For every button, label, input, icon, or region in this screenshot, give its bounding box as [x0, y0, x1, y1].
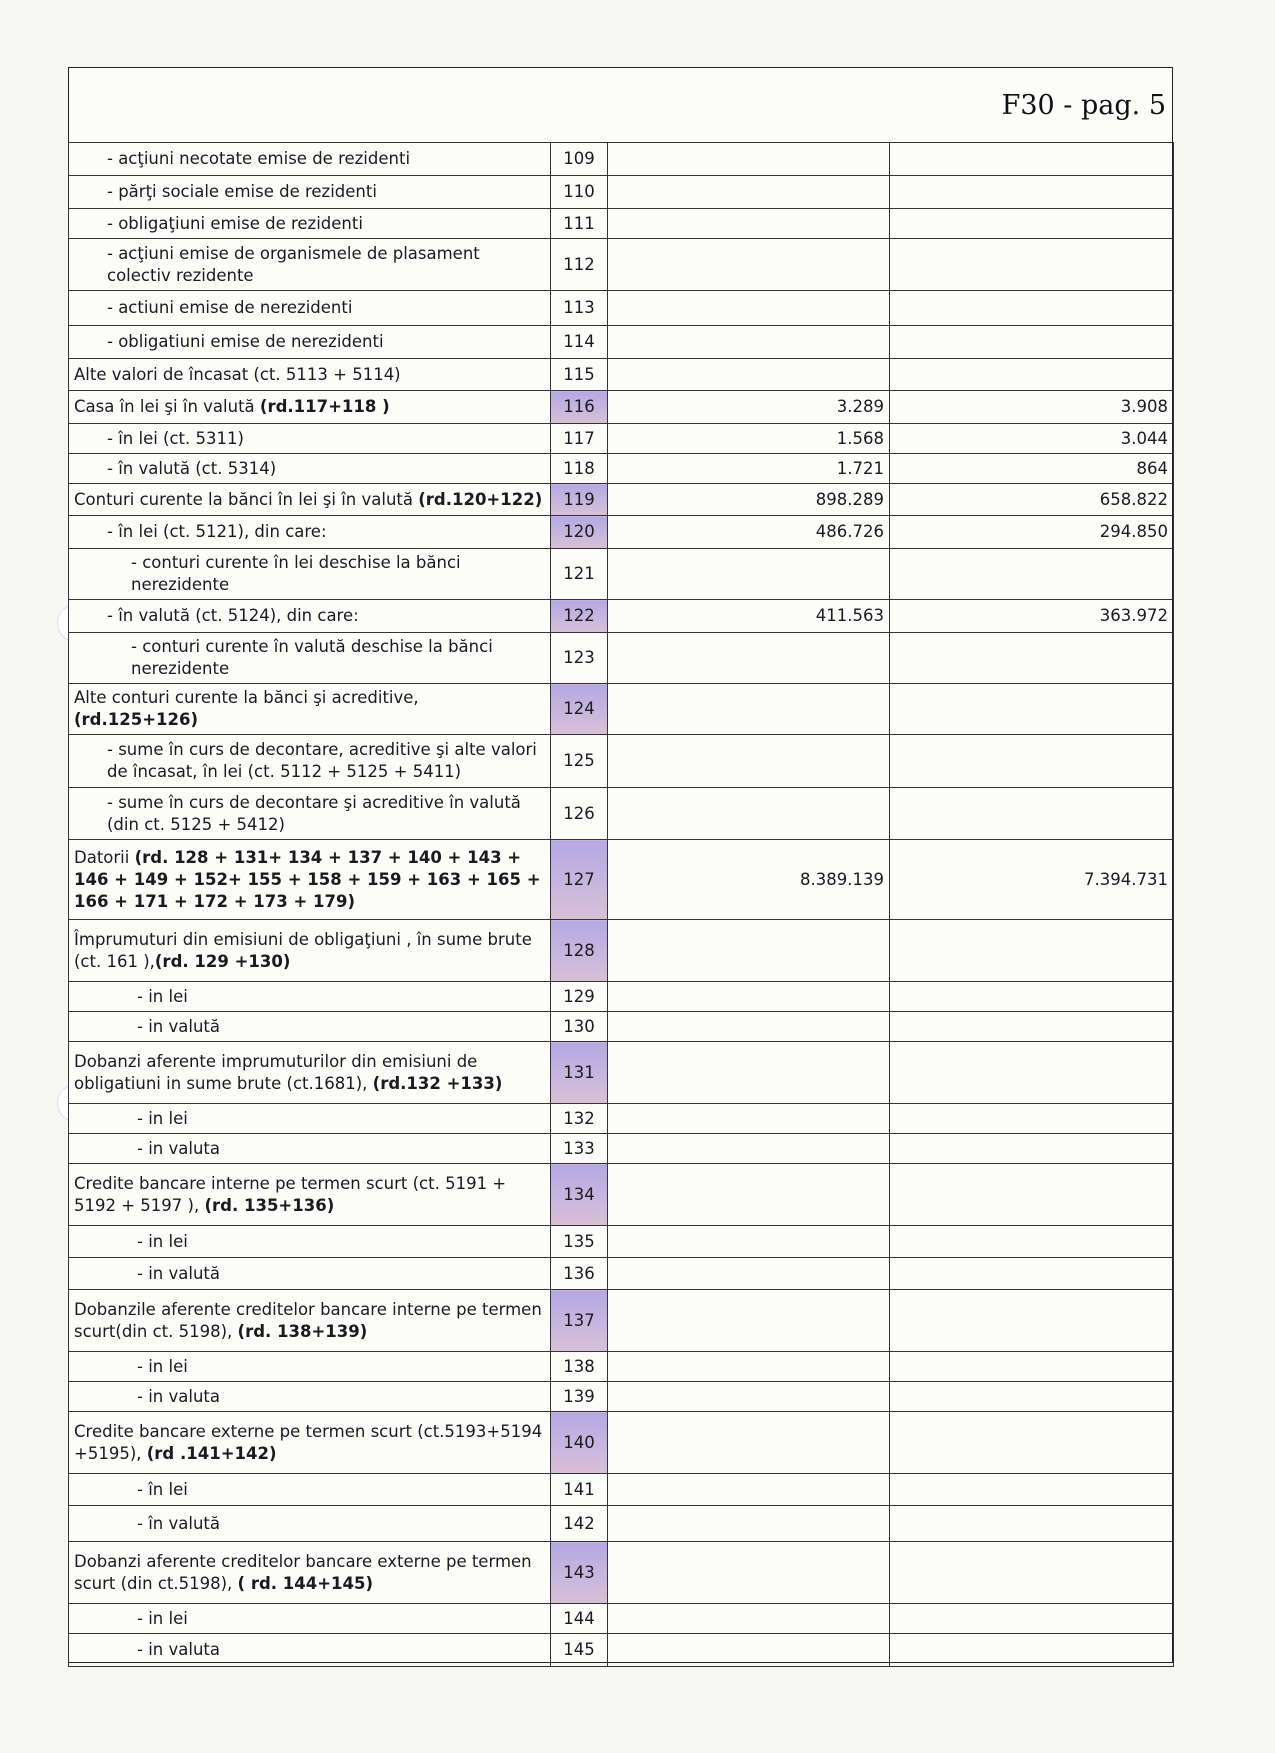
value-current-period [890, 1258, 1174, 1290]
row-label [69, 1412, 551, 1474]
value-previous-period [608, 239, 890, 291]
row-label-text: - în lei (ct. 5121), din care: [107, 522, 327, 541]
value-current-period [890, 684, 1174, 735]
value-previous-period [608, 1012, 890, 1042]
value-previous-period [608, 1290, 890, 1352]
table-row [69, 239, 1174, 291]
table-row [69, 391, 1174, 424]
value-current-period [890, 1134, 1174, 1164]
value-current-period [890, 1226, 1174, 1258]
row-number: 115 [551, 359, 608, 391]
page-label: F30 - pag. 5 [1001, 90, 1166, 121]
row-label [69, 633, 551, 684]
row-label-text: Alte valori de încasat (ct. 5113 + 5114) [74, 364, 401, 384]
value-current-period [890, 143, 1174, 176]
value-current-period: 658.822 [890, 484, 1174, 516]
value-previous-period [608, 1634, 890, 1667]
table-row [69, 484, 1174, 516]
row-number: 131 [551, 1042, 608, 1104]
row-label-text: Datorii [74, 847, 135, 867]
row-label-text: - in valută [137, 1263, 220, 1283]
value-previous-period [608, 1164, 890, 1226]
row-label [69, 454, 551, 484]
table-row [69, 920, 1174, 982]
table-row [69, 840, 1174, 920]
row-formula: (rd. 129 +130) [154, 951, 291, 971]
row-number: 119 [551, 484, 608, 516]
value-current-period [890, 788, 1174, 840]
row-number: 125 [551, 735, 608, 788]
row-label [69, 600, 551, 633]
row-label [69, 291, 551, 326]
row-formula: (rd. 128 + 131+ 134 + 137 + 140 + 143 + 146 + 149 + 152+ 155 + 158 + 159 + 163 + 165 + 166 + 171 + 172 + 173 + 179) [74, 847, 541, 911]
row-label-text: - in valuta [137, 1386, 220, 1406]
row-number: 137 [551, 1290, 608, 1352]
value-current-period [890, 359, 1174, 391]
value-current-period [890, 1604, 1174, 1634]
row-label [69, 1258, 551, 1290]
row-label-text: - în lei (ct. 5311) [107, 428, 244, 448]
value-previous-period [608, 1352, 890, 1382]
row-number: 122 [551, 600, 608, 633]
row-label-text: - conturi curente în lei deschise la bănci nerezidente [131, 553, 461, 594]
row-number: 118 [551, 454, 608, 484]
value-previous-period [608, 1382, 890, 1412]
row-label [69, 1042, 551, 1104]
table-row [69, 600, 1174, 633]
value-previous-period: 486.726 [608, 516, 890, 549]
row-label-text: - în valută (ct. 5124), din care: [107, 606, 359, 625]
row-number: 140 [551, 1412, 608, 1474]
row-label [69, 516, 551, 549]
row-label [69, 424, 551, 454]
value-previous-period [608, 1258, 890, 1290]
row-label-text: - in lei [137, 1356, 188, 1376]
row-number: 133 [551, 1134, 608, 1164]
row-number: 144 [551, 1604, 608, 1634]
value-current-period [890, 735, 1174, 788]
table-row [69, 454, 1174, 484]
value-current-period [890, 1352, 1174, 1382]
row-label [69, 239, 551, 291]
value-current-period: 7.394.731 [890, 840, 1174, 920]
row-label [69, 1226, 551, 1258]
value-current-period: 363.972 [890, 600, 1174, 633]
row-label-text: - in lei [137, 986, 188, 1006]
row-number: 123 [551, 633, 608, 684]
table-row [69, 1412, 1174, 1474]
value-current-period: 3.044 [890, 424, 1174, 454]
value-current-period [890, 239, 1174, 291]
row-label [69, 549, 551, 600]
row-number: 117 [551, 424, 608, 454]
value-previous-period: 411.563 [608, 600, 890, 633]
row-number: 120 [551, 516, 608, 549]
value-current-period [890, 1412, 1174, 1474]
row-label-text: - in lei [137, 1108, 188, 1128]
table-row [69, 1290, 1174, 1352]
row-number: 127 [551, 840, 608, 920]
row-label-text: Credite bancare interne pe termen scurt (ct. 5191 + 5192 + 5197 ), [74, 1173, 507, 1215]
value-previous-period [608, 684, 890, 735]
value-current-period [890, 1012, 1174, 1042]
row-formula: (rd .141+142) [146, 1443, 277, 1463]
row-label [69, 1352, 551, 1382]
value-previous-period [608, 209, 890, 239]
value-previous-period [608, 143, 890, 176]
row-number: 114 [551, 326, 608, 359]
value-current-period [890, 1634, 1174, 1667]
table-row [69, 735, 1174, 788]
row-label [69, 1634, 551, 1667]
row-label-text: - părţi sociale emise de rezidenti [107, 182, 377, 201]
table-row [69, 1012, 1174, 1042]
row-label-text: - in valuta [137, 1138, 220, 1158]
row-label-text: - in valută [137, 1016, 220, 1036]
value-previous-period [608, 1412, 890, 1474]
row-label-text: - obligatiuni emise de nerezidenti [107, 332, 384, 351]
value-current-period [890, 326, 1174, 359]
value-current-period [890, 1382, 1174, 1412]
row-label [69, 359, 551, 391]
value-current-period [890, 982, 1174, 1012]
table-row [69, 633, 1174, 684]
row-formula: ( rd. 144+145) [237, 1573, 374, 1593]
table-row [69, 1634, 1174, 1667]
row-label [69, 1382, 551, 1412]
value-previous-period [608, 1104, 890, 1134]
row-label [69, 1012, 551, 1042]
table-row [69, 1104, 1174, 1134]
form-page [68, 67, 1173, 1663]
row-label [69, 982, 551, 1012]
row-formula: (rd. 138+139) [237, 1321, 368, 1341]
row-label-text: - in lei [137, 1231, 188, 1251]
row-label-text: Dobanzile aferente creditelor bancare interne pe termen scurt(din ct. 5198), [74, 1299, 542, 1341]
row-number: 110 [551, 176, 608, 209]
row-label [69, 1290, 551, 1352]
table-row [69, 684, 1174, 735]
table-row [69, 291, 1174, 326]
row-label-text: Împrumuturi din emisiuni de obligaţiuni , în sume brute (ct. 161 ), [74, 929, 532, 971]
table-row [69, 1042, 1174, 1104]
value-previous-period: 1.721 [608, 454, 890, 484]
row-label-text: - în valută [137, 1513, 220, 1533]
value-previous-period: 3.289 [608, 391, 890, 424]
row-label [69, 391, 551, 424]
value-current-period [890, 209, 1174, 239]
row-label [69, 788, 551, 840]
row-number: 135 [551, 1226, 608, 1258]
row-label-text: - obligaţiuni emise de rezidenti [107, 213, 363, 233]
row-label-text: - acţiuni emise de organismele de plasament colectiv rezidente [107, 243, 480, 285]
row-label [69, 684, 551, 735]
row-formula: (rd. 135+136) [204, 1195, 335, 1215]
value-previous-period: 898.289 [608, 484, 890, 516]
row-formula: (rd.117+118 ) [259, 397, 390, 416]
table-row [69, 1474, 1174, 1506]
row-number: 145 [551, 1634, 608, 1667]
value-previous-period [608, 326, 890, 359]
row-label [69, 484, 551, 516]
value-current-period [890, 1506, 1174, 1542]
row-number: 138 [551, 1352, 608, 1382]
row-label [69, 143, 551, 176]
table-row [69, 424, 1174, 454]
row-label-text: Casa în lei şi în valută [74, 397, 260, 416]
row-label [69, 1104, 551, 1134]
row-label-text: - în lei [137, 1479, 188, 1499]
row-number: 121 [551, 549, 608, 600]
value-current-period [890, 633, 1174, 684]
row-label [69, 1474, 551, 1506]
value-current-period: 864 [890, 454, 1174, 484]
row-label [69, 1604, 551, 1634]
table-row [69, 326, 1174, 359]
row-label-text: Alte conturi curente la bănci şi acreditive, [74, 688, 419, 707]
balance-table [68, 142, 1174, 1667]
value-current-period [890, 549, 1174, 600]
value-previous-period [608, 176, 890, 209]
table-row [69, 549, 1174, 600]
row-label-text: - in lei [137, 1608, 188, 1628]
row-label-text: - acţiuni necotate emise de rezidenti [107, 149, 411, 168]
row-label-text: Dobanzi aferente creditelor bancare externe pe termen scurt (din ct.5198), [74, 1551, 532, 1593]
row-label [69, 209, 551, 239]
row-label-text: - in valuta [137, 1640, 220, 1659]
value-current-period: 3.908 [890, 391, 1174, 424]
value-previous-period [608, 1474, 890, 1506]
row-label-text: - în valută (ct. 5314) [107, 458, 277, 478]
value-previous-period [608, 359, 890, 391]
row-number: 139 [551, 1382, 608, 1412]
value-previous-period [608, 549, 890, 600]
value-previous-period [608, 735, 890, 788]
value-current-period [890, 1474, 1174, 1506]
value-current-period [890, 176, 1174, 209]
value-previous-period [608, 1042, 890, 1104]
row-label [69, 326, 551, 359]
row-number: 111 [551, 209, 608, 239]
table-row [69, 516, 1174, 549]
row-number: 109 [551, 143, 608, 176]
value-previous-period [608, 633, 890, 684]
row-label [69, 840, 551, 920]
row-label [69, 176, 551, 209]
table-row [69, 1226, 1174, 1258]
row-label [69, 735, 551, 788]
row-formula: (rd.125+126) [74, 710, 199, 729]
value-previous-period [608, 982, 890, 1012]
value-current-period [890, 920, 1174, 982]
table-row [69, 143, 1174, 176]
row-number: 134 [551, 1164, 608, 1226]
row-label [69, 920, 551, 982]
table-row [69, 1506, 1174, 1542]
row-label [69, 1164, 551, 1226]
table-row [69, 1604, 1174, 1634]
value-current-period [890, 1164, 1174, 1226]
row-number: 112 [551, 239, 608, 291]
value-current-period [890, 1104, 1174, 1134]
table-row [69, 982, 1174, 1012]
row-label [69, 1506, 551, 1542]
row-label-text: - conturi curente în valută deschise la bănci nerezidente [131, 637, 493, 678]
value-previous-period [608, 291, 890, 326]
row-label-text: - actiuni emise de nerezidenti [107, 298, 353, 317]
value-current-period [890, 291, 1174, 326]
table-row [69, 1352, 1174, 1382]
value-previous-period [608, 1604, 890, 1634]
table-row [69, 1134, 1174, 1164]
row-label [69, 1134, 551, 1164]
table-row [69, 359, 1174, 391]
row-label-text: Dobanzi aferente imprumuturilor din emisiuni de obligatiuni in sume brute (ct.1681), [74, 1051, 478, 1093]
row-label-text: - sume în curs de decontare şi acreditive în valută (din ct. 5125 + 5412) [107, 792, 521, 834]
value-previous-period [608, 920, 890, 982]
row-formula: (rd.120+122) [418, 489, 543, 509]
table-row [69, 1382, 1174, 1412]
row-formula: (rd.132 +133) [372, 1073, 503, 1093]
value-previous-period [608, 1226, 890, 1258]
table-row [69, 1164, 1174, 1226]
value-current-period [890, 1042, 1174, 1104]
row-number: 128 [551, 920, 608, 982]
value-current-period [890, 1542, 1174, 1604]
row-label [69, 1542, 551, 1604]
value-previous-period: 1.568 [608, 424, 890, 454]
row-number: 132 [551, 1104, 608, 1134]
row-number: 141 [551, 1474, 608, 1506]
value-previous-period: 8.389.139 [608, 840, 890, 920]
value-current-period: 294.850 [890, 516, 1174, 549]
table-row [69, 1258, 1174, 1290]
value-previous-period [608, 1542, 890, 1604]
table-row [69, 1542, 1174, 1604]
row-number: 130 [551, 1012, 608, 1042]
row-number: 142 [551, 1506, 608, 1542]
table-row [69, 209, 1174, 239]
row-label-text: Conturi curente la bănci în lei şi în valută [74, 489, 419, 509]
table-row [69, 176, 1174, 209]
row-label-text: Credite bancare externe pe termen scurt (ct.5193+5194 +5195), [74, 1421, 543, 1463]
row-number: 136 [551, 1258, 608, 1290]
row-number: 124 [551, 684, 608, 735]
row-number: 143 [551, 1542, 608, 1604]
row-label-text: - sume în curs de decontare, acreditive şi alte valori de încasat, în lei (ct. 5112 + 5125 + 5411) [107, 740, 537, 781]
row-number: 116 [551, 391, 608, 424]
value-previous-period [608, 1134, 890, 1164]
row-number: 113 [551, 291, 608, 326]
value-previous-period [608, 788, 890, 840]
row-number: 129 [551, 982, 608, 1012]
value-previous-period [608, 1506, 890, 1542]
row-number: 126 [551, 788, 608, 840]
table-row [69, 788, 1174, 840]
value-current-period [890, 1290, 1174, 1352]
